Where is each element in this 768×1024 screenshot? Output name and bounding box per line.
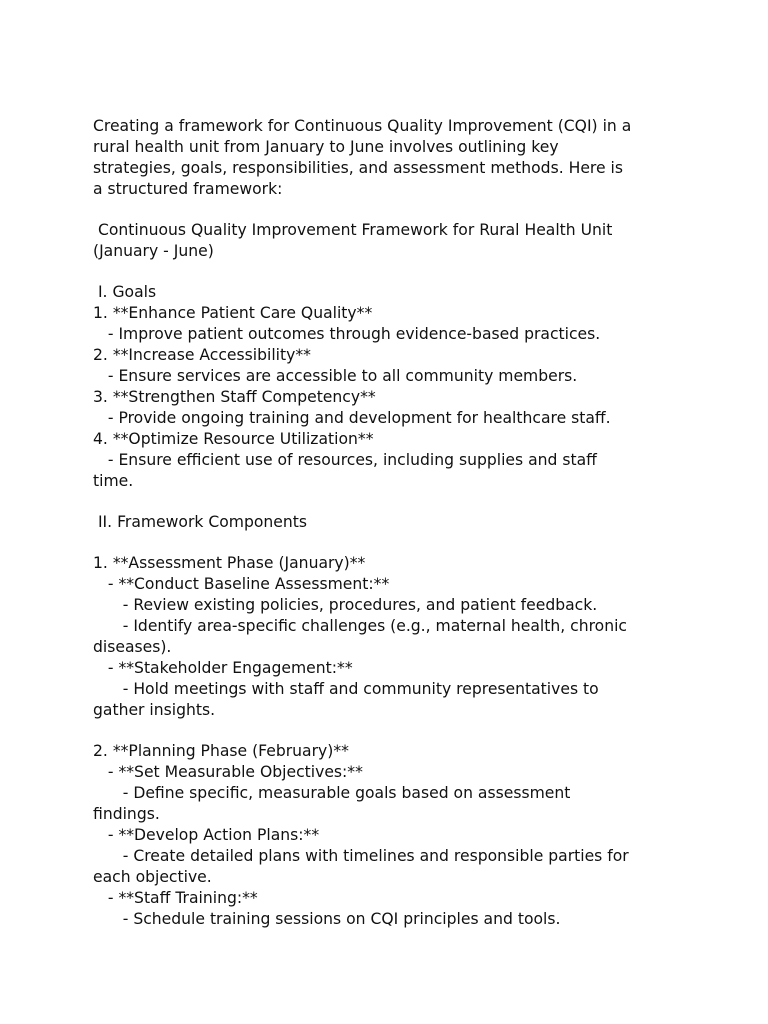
goal-item: 1. **Enhance Patient Care Quality** <box>93 304 373 322</box>
goal-detail: - Ensure efficient use of resources, including supplies and staff <box>93 451 597 469</box>
phase-subitem: - **Set Measurable Objectives:** <box>93 763 363 781</box>
text-line: Creating a framework for Continuous Quality Improvement (CQI) in a <box>93 117 632 135</box>
phase-detail: gather insights. <box>93 701 216 719</box>
goal-detail: time. <box>93 472 134 490</box>
phase-subitem: - **Staff Training:** <box>93 889 258 907</box>
paragraph-gap <box>93 721 693 741</box>
paragraph-gap <box>93 492 693 512</box>
phase-detail: - Review existing policies, procedures, and patient feedback. <box>93 596 598 614</box>
phase-detail: - Identify area-specific challenges (e.g., maternal health, chronic <box>93 617 628 635</box>
goal-detail: - Ensure services are accessible to all community members. <box>93 367 578 385</box>
phase-heading: 1. **Assessment Phase (January)** <box>93 554 366 572</box>
paragraph-gap <box>93 262 693 282</box>
phase-detail: diseases). <box>93 638 172 656</box>
goal-detail: - Provide ongoing training and development for healthcare staff. <box>93 409 611 427</box>
phase-detail: - Hold meetings with staff and community representatives to <box>93 680 599 698</box>
title-line: Continuous Quality Improvement Framework for Rural Health Unit <box>93 221 613 239</box>
text-line: a structured framework: <box>93 180 283 198</box>
goal-detail: - Improve patient outcomes through evidence-based practices. <box>93 325 601 343</box>
title-line: (January - June) <box>93 242 214 260</box>
phase-detail: each objective. <box>93 868 212 886</box>
paragraph-gap <box>93 200 693 220</box>
goal-item: 3. **Strengthen Staff Competency** <box>93 388 376 406</box>
phase-subitem: - **Conduct Baseline Assessment:** <box>93 575 390 593</box>
phase-detail: - Define specific, measurable goals based on assessment <box>93 784 571 802</box>
section-heading: I. Goals <box>93 283 157 301</box>
assessment-phase <box>93 553 693 721</box>
framework-title <box>93 220 693 262</box>
phase-subitem: - **Stakeholder Engagement:** <box>93 659 353 677</box>
phase-detail: - Schedule training sessions on CQI principles and tools. <box>93 910 561 928</box>
intro-paragraph <box>93 116 693 200</box>
phase-detail: findings. <box>93 805 160 823</box>
section-heading: II. Framework Components <box>93 513 308 531</box>
phase-subitem: - **Develop Action Plans:** <box>93 826 320 844</box>
phase-heading: 2. **Planning Phase (February)** <box>93 742 349 760</box>
planning-phase <box>93 741 693 930</box>
text-line: strategies, goals, responsibilities, and assessment methods. Here is <box>93 159 624 177</box>
goals-section <box>93 282 693 492</box>
text-line: rural health unit from January to June involves outlining key <box>93 138 559 156</box>
goal-item: 2. **Increase Accessibility** <box>93 346 311 364</box>
phase-detail: - Create detailed plans with timelines and responsible parties for <box>93 847 629 865</box>
goal-item: 4. **Optimize Resource Utilization** <box>93 430 374 448</box>
paragraph-gap <box>93 533 693 553</box>
document-body <box>93 116 693 930</box>
